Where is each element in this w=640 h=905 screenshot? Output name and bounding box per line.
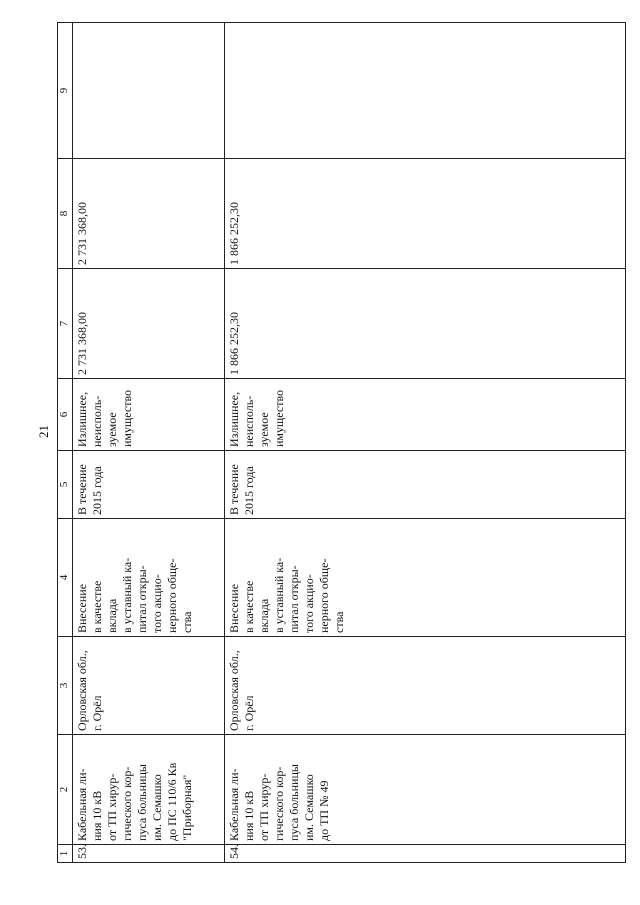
column-number-7: 7 <box>58 269 73 379</box>
value-column-8: 2 731 368,00 <box>73 159 225 269</box>
privatization-term: В течение 2015 года <box>225 451 626 519</box>
page-number: 21 <box>36 425 51 438</box>
object-location: Орловская обл., г. Орёл <box>225 637 626 735</box>
column-number-6: 6 <box>58 379 73 451</box>
value-column-8: 1 866 252,30 <box>225 159 626 269</box>
privatization-term: В течение 2015 года <box>73 451 225 519</box>
column-number-4: 4 <box>58 519 73 637</box>
object-location: Орловская обл., г. Орёл <box>73 637 225 735</box>
privatization-method: Внесение в качестве вклада в уставный ка- питал откры- того акцио- нерного обще- ства <box>225 519 626 637</box>
column-9-cell <box>73 23 225 159</box>
column-number-2: 2 <box>58 735 73 845</box>
object-name: Кабельная ли- ния 10 кВ от ТП хирур- гического кор- пуса больницы им. Семашко до ПС 110/6 Кв "Приборная" <box>73 735 225 845</box>
column-number-1: 1 <box>58 845 73 863</box>
object-name: Кабельная ли- ния 10 кВ от ТП хирур- гического кор- пуса больницы им. Семашко до ТП № 49 <box>225 735 626 845</box>
column-number-9: 9 <box>58 23 73 159</box>
value-column-7: 1 866 252,30 <box>225 269 626 379</box>
column-number-5: 5 <box>58 451 73 519</box>
privatization-reason: Излишнее, неисполь- зуемое имущество <box>73 379 225 451</box>
column-number-row <box>58 23 73 863</box>
table-row <box>225 23 626 863</box>
registry-table <box>57 22 626 863</box>
privatization-reason: Излишнее, неисполь- зуемое имущество <box>225 379 626 451</box>
value-column-7: 2 731 368,00 <box>73 269 225 379</box>
registry-table-container <box>57 23 626 863</box>
column-9-cell <box>225 23 626 159</box>
table-row <box>73 23 225 863</box>
column-number-8: 8 <box>58 159 73 269</box>
row-number: 54. <box>225 845 626 863</box>
column-number-3: 3 <box>58 637 73 735</box>
privatization-method: Внесение в качестве вклада в уставный ка- питал откры- того акцио- нерного обще- ства <box>73 519 225 637</box>
row-number: 53. <box>73 845 225 863</box>
